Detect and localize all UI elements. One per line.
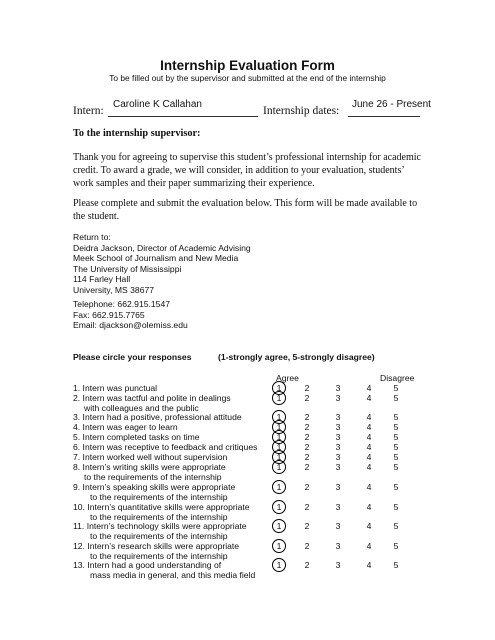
- rating-option-2[interactable]: 2: [304, 462, 310, 472]
- rating-option-2[interactable]: 2: [304, 541, 310, 551]
- rating-option-4[interactable]: 4: [366, 452, 372, 462]
- question-text: to the requirements of the internship: [90, 492, 228, 502]
- rating-option-2[interactable]: 2: [304, 482, 310, 492]
- return-address-line: Return to:: [73, 232, 111, 242]
- rating-option-4[interactable]: 4: [366, 482, 372, 492]
- rating-option-1[interactable]: 1: [276, 432, 282, 442]
- rating-option-2[interactable]: 2: [304, 560, 310, 570]
- selected-rating-circle: [272, 391, 286, 405]
- contact-line: Telephone: 662.915.1547: [73, 299, 171, 309]
- question-text: with colleagues and the public: [84, 403, 199, 413]
- rating-option-4[interactable]: 4: [366, 462, 372, 472]
- rating-option-1[interactable]: 1: [276, 521, 282, 531]
- return-address-line: The University of Mississippi: [73, 263, 182, 274]
- question-text: 1. Intern was punctual: [73, 383, 158, 393]
- rating-option-1[interactable]: 1: [276, 393, 282, 403]
- rating-option-3[interactable]: 3: [335, 432, 341, 442]
- disagree-label: Disagree: [380, 373, 415, 383]
- question-text: 10. Intern’s quantitative skills were appropriate: [73, 502, 250, 512]
- rating-option-4[interactable]: 4: [366, 422, 372, 432]
- rating-option-2[interactable]: 2: [304, 502, 310, 512]
- question-text: 11. Intern’s technology skills were appropriate: [73, 521, 247, 531]
- question-text: 2. Intern was tactful and polite in dealings: [73, 393, 231, 403]
- rating-option-2[interactable]: 2: [304, 393, 310, 403]
- question-text: to the requirements of the internship: [84, 472, 222, 482]
- rating-option-5[interactable]: 5: [393, 452, 399, 462]
- rating-option-1[interactable]: 1: [276, 412, 282, 422]
- rating-option-1[interactable]: 1: [276, 383, 282, 393]
- contact-line: Fax: 662.915.7765: [73, 309, 145, 320]
- rating-option-5[interactable]: 5: [393, 502, 399, 512]
- rating-option-4[interactable]: 4: [366, 383, 372, 393]
- dates-underline: [348, 116, 420, 117]
- rating-option-5[interactable]: 5: [393, 462, 399, 472]
- rating-option-3[interactable]: 3: [335, 482, 341, 492]
- selected-rating-circle: [272, 480, 286, 494]
- contact-line: Email: djackson@olemiss.edu: [73, 320, 188, 330]
- rating-option-2[interactable]: 2: [304, 452, 310, 462]
- rating-option-3[interactable]: 3: [335, 383, 341, 393]
- rating-option-1[interactable]: 1: [276, 541, 282, 551]
- rating-option-3[interactable]: 3: [335, 521, 341, 531]
- contact-info: [73, 299, 188, 331]
- rating-option-4[interactable]: 4: [366, 412, 372, 422]
- form-title: Internship Evaluation Form: [160, 58, 335, 73]
- rating-option-5[interactable]: 5: [393, 482, 399, 492]
- question-text: 9. Intern’s speaking skills were appropriate: [73, 482, 236, 492]
- return-address-line: Deidra Jackson, Director of Academic Advising: [73, 242, 251, 253]
- rating-option-3[interactable]: 3: [335, 393, 341, 403]
- rating-option-4[interactable]: 4: [366, 502, 372, 512]
- form-subtitle: To be filled out by the supervisor and submitted at the end of the internship: [109, 73, 386, 83]
- rating-option-3[interactable]: 3: [335, 422, 341, 432]
- rating-option-2[interactable]: 2: [304, 521, 310, 531]
- question-text: 12. Intern’s research skills were appropriate: [73, 541, 240, 551]
- rating-scale-note: (1-strongly agree, 5-strongly disagree): [218, 352, 375, 362]
- rating-option-4[interactable]: 4: [366, 521, 372, 531]
- rating-option-3[interactable]: 3: [335, 412, 341, 422]
- question-text: mass media in general, and this media field: [90, 570, 256, 580]
- rating-option-5[interactable]: 5: [393, 412, 399, 422]
- supervisor-paragraph-1: Thank you for agreeing to supervise this student’s professional internship for academic credit. To award a grade, we will consider, in addition to your evaluation, students’ work samples and their paper summarizing their experience.: [73, 152, 421, 189]
- rating-option-4[interactable]: 4: [366, 541, 372, 551]
- rating-option-5[interactable]: 5: [393, 432, 399, 442]
- rating-option-1[interactable]: 1: [276, 422, 282, 432]
- question-text: 13. Intern had a good understanding of: [73, 560, 222, 570]
- question-text: to the requirements of the internship: [90, 512, 228, 522]
- rating-option-3[interactable]: 3: [335, 442, 341, 452]
- question-text: 6. Intern was receptive to feedback and critiques: [73, 442, 258, 452]
- rating-option-5[interactable]: 5: [393, 383, 399, 393]
- selected-rating-circle: [272, 539, 286, 553]
- rating-option-4[interactable]: 4: [366, 442, 372, 452]
- return-address-line: Meek School of Journalism and New Media: [73, 253, 239, 263]
- dates-value[interactable]: June 26 - Present: [352, 99, 431, 110]
- question-text: 3. Intern had a positive, professional attitude: [73, 412, 242, 422]
- dates-label: Internship dates:: [263, 105, 340, 117]
- question-text: to the requirements of the internship: [90, 551, 228, 561]
- rating-option-1[interactable]: 1: [276, 502, 282, 512]
- rating-option-3[interactable]: 3: [335, 560, 341, 570]
- question-text: 7. Intern worked well without supervision: [73, 452, 228, 462]
- intern-label: Intern:: [73, 105, 104, 117]
- rating-option-3[interactable]: 3: [335, 502, 341, 512]
- selected-rating-circle: [272, 558, 286, 572]
- supervisor-paragraph-2: Please complete and submit the evaluation below. This form will be made available to the student.: [73, 198, 418, 222]
- rating-option-5[interactable]: 5: [393, 393, 399, 403]
- rating-option-3[interactable]: 3: [335, 541, 341, 551]
- intern-underline: [108, 116, 258, 117]
- rating-option-2[interactable]: 2: [304, 422, 310, 432]
- rating-option-1[interactable]: 1: [276, 462, 282, 472]
- return-address: [73, 232, 251, 295]
- rating-option-2[interactable]: 2: [304, 412, 310, 422]
- selected-rating-circle: [272, 500, 286, 514]
- rating-option-5[interactable]: 5: [393, 541, 399, 551]
- rating-option-1[interactable]: 1: [276, 442, 282, 452]
- question-text: 5. Intern completed tasks on time: [73, 432, 200, 442]
- question-text: 4. Intern was eager to learn: [73, 422, 178, 432]
- rating-option-5[interactable]: 5: [393, 521, 399, 531]
- question-text: to the requirements of the internship: [90, 531, 228, 541]
- rating-option-1[interactable]: 1: [276, 560, 282, 570]
- rating-option-1[interactable]: 1: [276, 452, 282, 462]
- agree-label: Agree: [276, 373, 299, 383]
- rating-option-2[interactable]: 2: [304, 442, 310, 452]
- rating-option-5[interactable]: 5: [393, 560, 399, 570]
- rating-option-2[interactable]: 2: [304, 383, 310, 393]
- rating-option-4[interactable]: 4: [366, 393, 372, 403]
- return-address-line: 114 Farley Hall: [73, 274, 131, 284]
- selected-rating-circle: [272, 460, 286, 474]
- rating-option-1[interactable]: 1: [276, 482, 282, 492]
- rating-option-5[interactable]: 5: [393, 422, 399, 432]
- rating-option-5[interactable]: 5: [393, 442, 399, 452]
- rating-option-4[interactable]: 4: [366, 560, 372, 570]
- return-address-line: University, MS 38677: [73, 284, 155, 295]
- rating-option-3[interactable]: 3: [335, 462, 341, 472]
- rating-option-2[interactable]: 2: [304, 432, 310, 442]
- rating-option-3[interactable]: 3: [335, 452, 341, 462]
- rating-option-4[interactable]: 4: [366, 432, 372, 442]
- intern-name-value[interactable]: Caroline K Callahan: [113, 99, 202, 110]
- supervisor-heading: To the internship supervisor:: [73, 128, 201, 139]
- selected-rating-circle: [272, 519, 286, 533]
- rating-instruction: Please circle your responses: [73, 352, 192, 362]
- question-text: 8. Intern’s writing skills were appropriate: [73, 462, 226, 472]
